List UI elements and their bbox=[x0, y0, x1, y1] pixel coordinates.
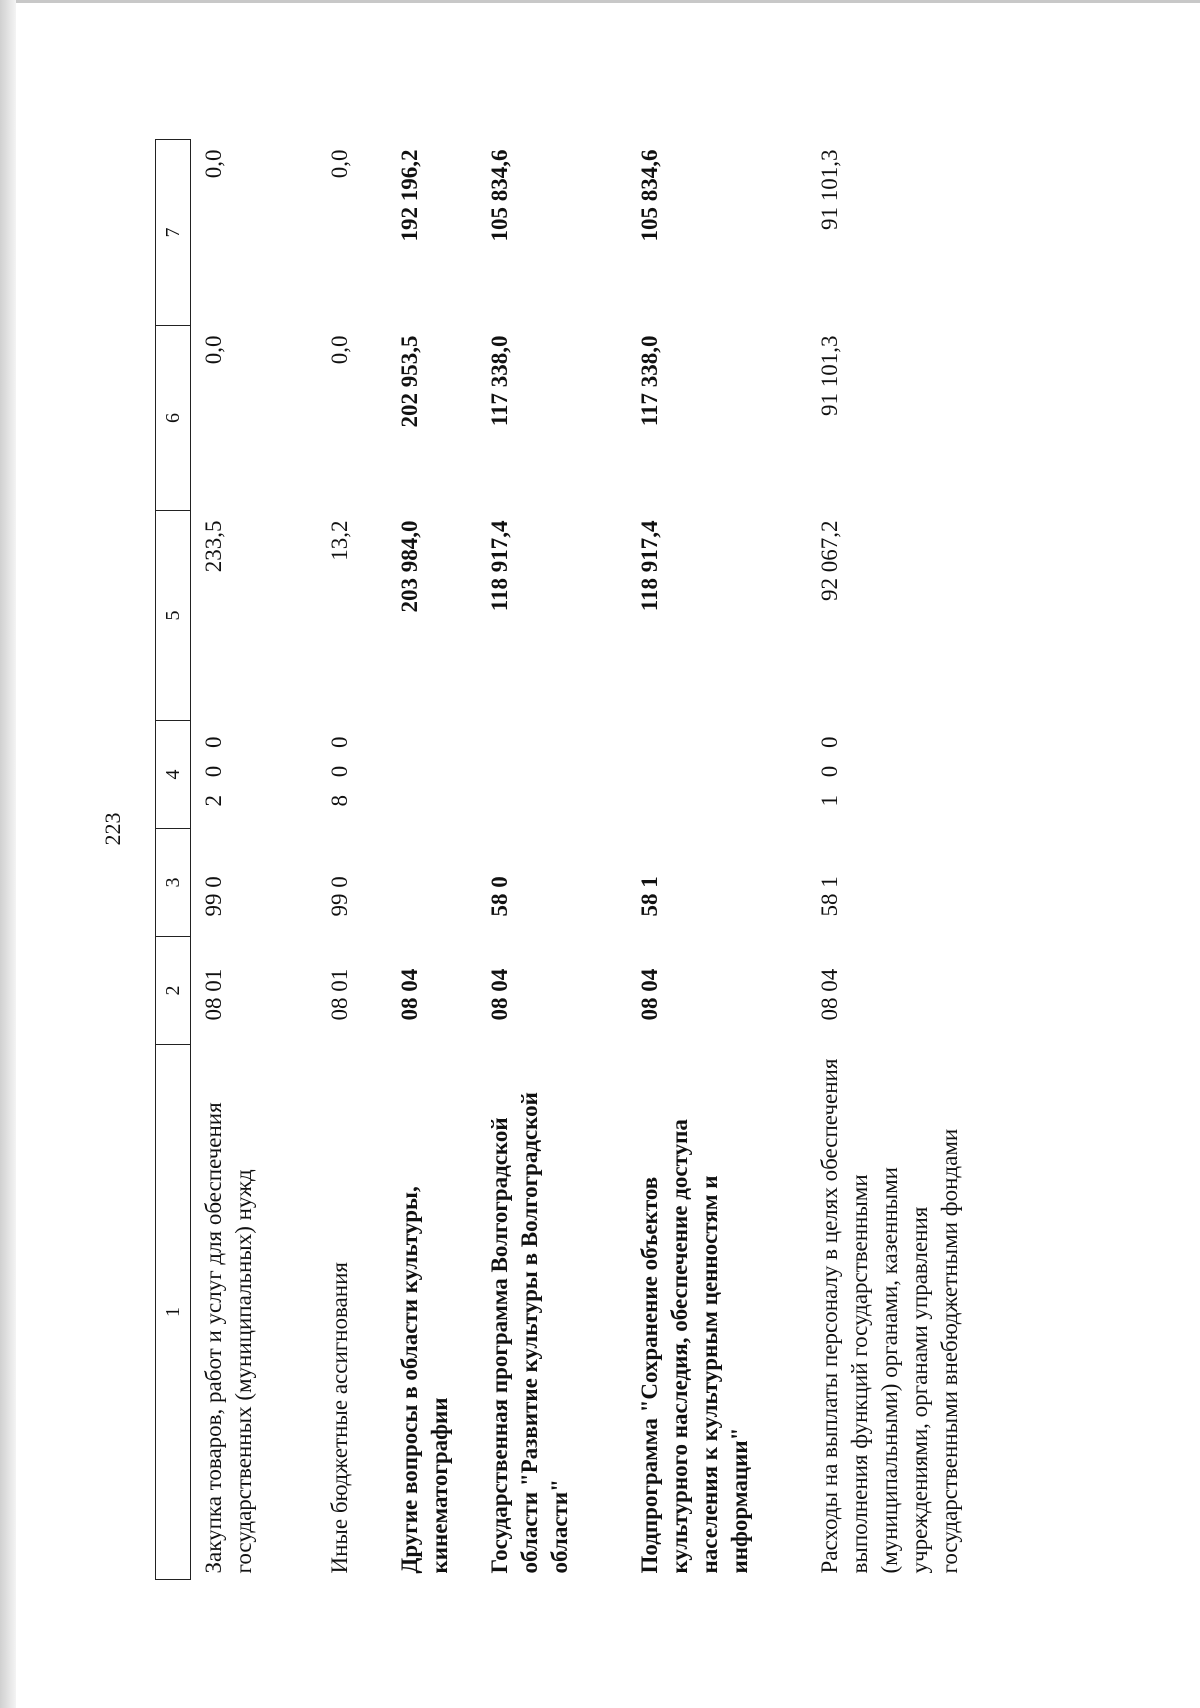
page-number: 223 bbox=[100, 812, 125, 846]
column-header-1: 1 bbox=[156, 1045, 191, 1580]
section-code: 08 04 bbox=[637, 968, 662, 1021]
column-header-2: 2 bbox=[156, 937, 191, 1045]
amount-col7: 105 834,6 bbox=[487, 149, 512, 242]
expense-type-code: 1 0 0 bbox=[817, 730, 842, 807]
row-name: Государственная программа Волгоградской области "Развитие культуры в Волгоградской области" bbox=[487, 1092, 572, 1574]
program-code: 58 1 bbox=[817, 876, 842, 917]
scan-edge-top bbox=[0, 0, 1200, 3]
amount-col6: 91 101,3 bbox=[817, 335, 842, 416]
column-header-3: 3 bbox=[156, 829, 191, 937]
program-code: 58 0 bbox=[487, 876, 512, 917]
column-header-6: 6 bbox=[156, 326, 191, 511]
row-name: Расходы на выплаты персоналу в целях обеспечения выполнения функций государственными (муниципальными) органами, казенными учреждениями, органами управления государственными внебюджетными фондами bbox=[817, 1058, 962, 1574]
table-row bbox=[317, 140, 387, 1580]
row-name: Закупка товаров, работ и услуг для обеспечения государственных (муниципальных) нужд bbox=[201, 1102, 256, 1574]
header-row bbox=[156, 140, 191, 1580]
amount-col7: 192 196,2 bbox=[397, 149, 422, 242]
section-code: 08 04 bbox=[487, 968, 512, 1021]
expense-type-code bbox=[387, 721, 477, 829]
amount-col5: 92 067,2 bbox=[817, 520, 842, 601]
amount-col7: 0,0 bbox=[201, 149, 226, 179]
column-header-5: 5 bbox=[156, 511, 191, 721]
section-code: 08 04 bbox=[817, 968, 842, 1021]
amount-col5: 203 984,0 bbox=[397, 520, 422, 613]
amount-col7: 91 101,3 bbox=[817, 149, 842, 230]
amount-col6: 202 953,5 bbox=[397, 335, 422, 428]
program-code bbox=[387, 829, 477, 937]
section-code: 08 04 bbox=[397, 968, 422, 1021]
budget-table bbox=[155, 139, 1017, 1580]
table-row bbox=[807, 140, 1017, 1580]
row-name: Подпрограмма "Сохранение объектов культурного наследия, обеспечение доступа населения к культурным ценностям и информации" bbox=[637, 1119, 752, 1574]
table-row bbox=[627, 140, 807, 1580]
amount-col5: 13,2 bbox=[327, 520, 352, 561]
amount-col6: 117 338,0 bbox=[637, 335, 662, 427]
expense-type-code: 2 0 0 bbox=[201, 730, 226, 807]
row-name: Иные бюджетные ассигнования bbox=[327, 1262, 352, 1574]
table-row bbox=[191, 140, 318, 1580]
section-code: 08 01 bbox=[201, 968, 226, 1021]
budget-table-container bbox=[155, 140, 962, 1580]
section-code: 08 01 bbox=[327, 968, 352, 1021]
amount-col7: 105 834,6 bbox=[637, 149, 662, 242]
column-header-4: 4 bbox=[156, 721, 191, 829]
expense-type-code: 8 0 0 bbox=[327, 730, 352, 807]
amount-col6: 0,0 bbox=[201, 335, 226, 365]
program-code: 58 1 bbox=[637, 876, 662, 917]
table-row bbox=[477, 140, 627, 1580]
amount-col5: 118 917,4 bbox=[487, 520, 512, 612]
program-code: 99 0 bbox=[327, 876, 352, 917]
amount-col5: 233,5 bbox=[201, 520, 226, 573]
column-header-7: 7 bbox=[156, 140, 191, 326]
row-name: Другие вопросы в области культуры, кинематографии bbox=[397, 1186, 452, 1574]
amount-col5: 118 917,4 bbox=[637, 520, 662, 612]
amount-col6: 0,0 bbox=[327, 335, 352, 365]
amount-col7: 0,0 bbox=[327, 149, 352, 179]
program-code: 99 0 bbox=[201, 876, 226, 917]
scan-edge-left bbox=[0, 0, 16, 1708]
expense-type-code bbox=[627, 721, 807, 829]
expense-type-code bbox=[477, 721, 627, 829]
table-row bbox=[387, 140, 477, 1580]
amount-col6: 117 338,0 bbox=[487, 335, 512, 427]
